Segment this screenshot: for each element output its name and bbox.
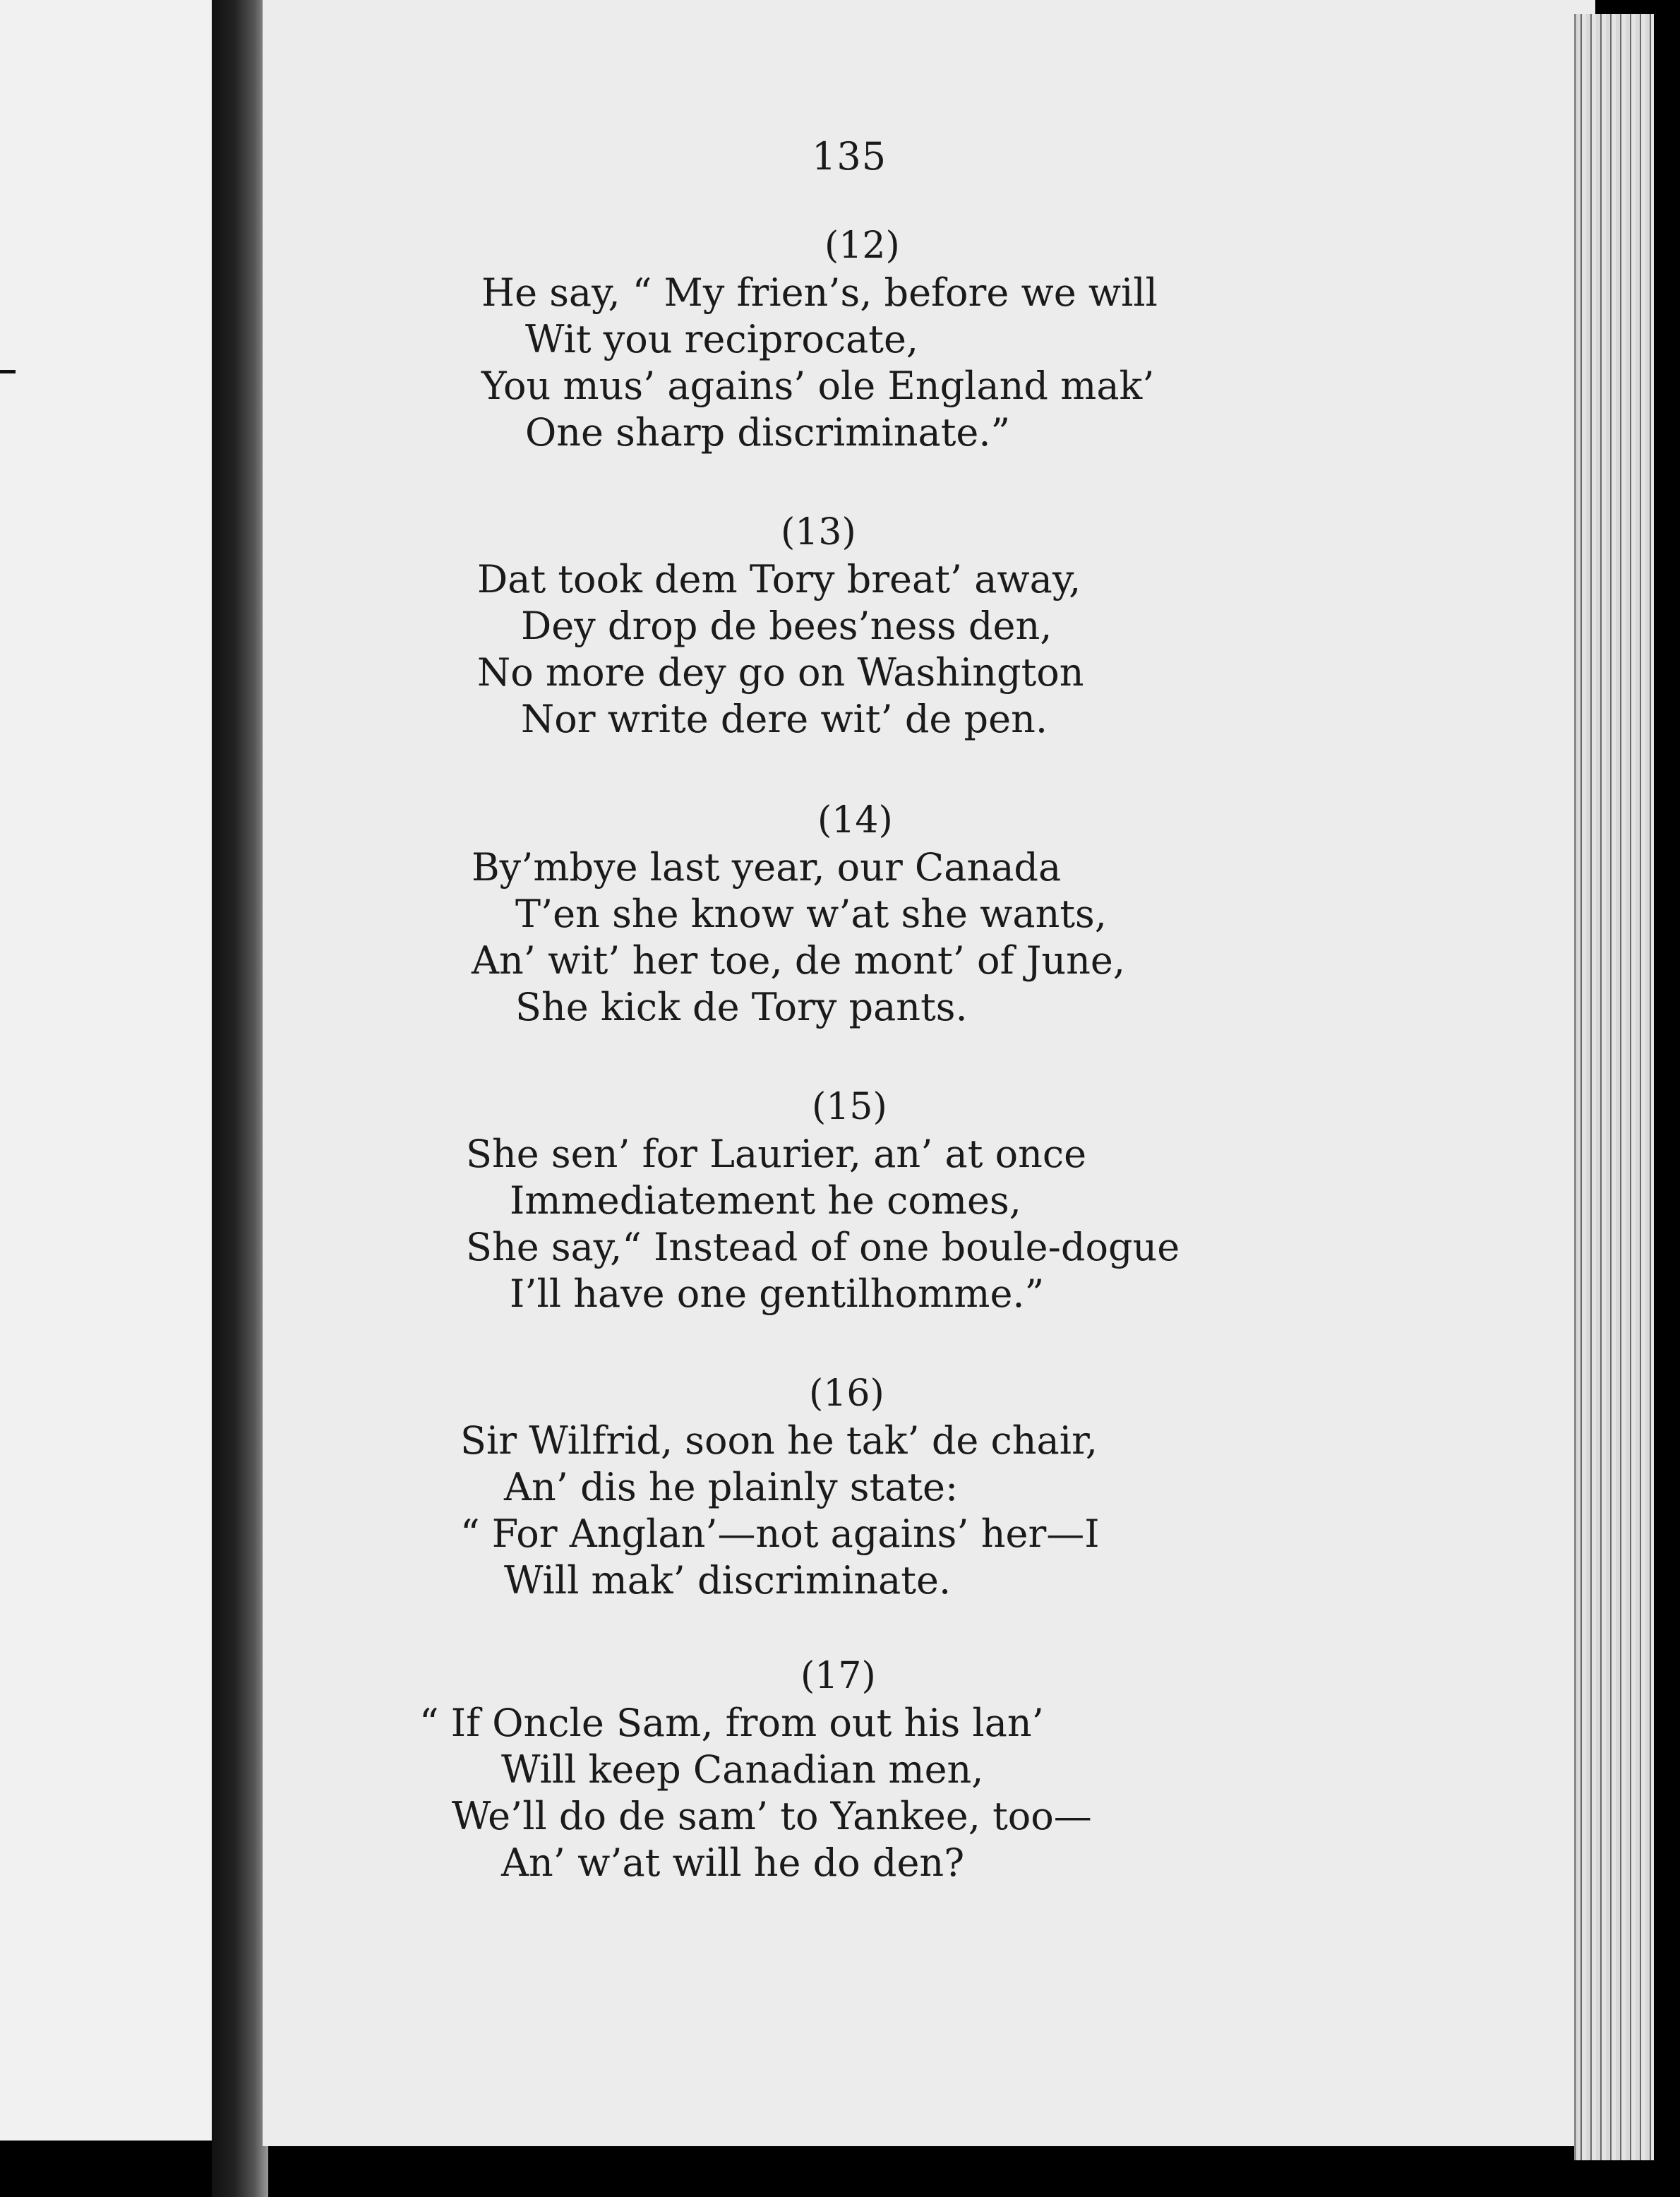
verse-line: He say, “ My frien’s, before we will [481, 270, 1158, 315]
stanza-13 [477, 511, 1084, 743]
stanza-14 [472, 799, 1125, 1031]
stanza-number: (15) [812, 1086, 887, 1128]
verse-line: One sharp discriminate.” [525, 410, 1011, 455]
verse-line: An’ dis he plainly state: [504, 1465, 959, 1509]
page-number: 135 [812, 134, 887, 179]
verse-line: She say,“ Instead of one boule-dogue [466, 1225, 1180, 1269]
stanza-number: (12) [824, 225, 900, 267]
verse-line: An’ wit’ her toe, de mont’ of June, [472, 938, 1126, 983]
verse-line: “ If Oncle Sam, from out his lan’ [419, 1701, 1044, 1745]
stanza-number: (16) [809, 1372, 884, 1415]
stanza-15 [466, 1086, 1180, 1317]
verse-line: An’ w’at will he do den? [501, 1840, 965, 1885]
verse-line: Will keep Canadian men, [501, 1747, 984, 1792]
verse-line: She sen’ for Laurier, an’ at once [466, 1132, 1087, 1176]
verse-line: She kick de Tory pants. [515, 985, 968, 1029]
verse-line: Dey drop de bees’ness den, [521, 604, 1052, 648]
verse-line: Will mak’ discriminate. [504, 1558, 952, 1603]
stanza-number: (17) [800, 1655, 876, 1697]
stanza-12 [481, 225, 1158, 456]
verse-line: “ For Anglan’—not agains’ her—I [460, 1511, 1100, 1556]
verse-line: No more dey go on Washington [477, 650, 1084, 695]
stanza-17 [419, 1655, 1092, 1886]
stanza-number: (13) [781, 511, 856, 553]
verse-line: Nor write dere wit’ de pen. [521, 697, 1048, 741]
stanza-16 [460, 1372, 1100, 1604]
verse-line: We’ll do de sam’ to Yankee, too— [452, 1794, 1092, 1838]
verse-line: You mus’ agains’ ole England mak’ [481, 364, 1155, 408]
verse-line: Wit you reciprocate, [525, 317, 919, 361]
verse-line: Dat took dem Tory breat’ away, [477, 557, 1081, 601]
verse-line: I’ll have one gentilhomme.” [510, 1271, 1045, 1316]
verse-line: Sir Wilfrid, soon he tak’ de chair, [460, 1418, 1098, 1463]
verse-line: By’mbye last year, our Canada [472, 845, 1062, 890]
page-edges [1574, 14, 1654, 2160]
verse-line: Immediatement he comes, [510, 1178, 1021, 1223]
verse-line: T’en she know w’at she wants, [515, 892, 1107, 936]
stanza-number: (14) [817, 799, 893, 842]
